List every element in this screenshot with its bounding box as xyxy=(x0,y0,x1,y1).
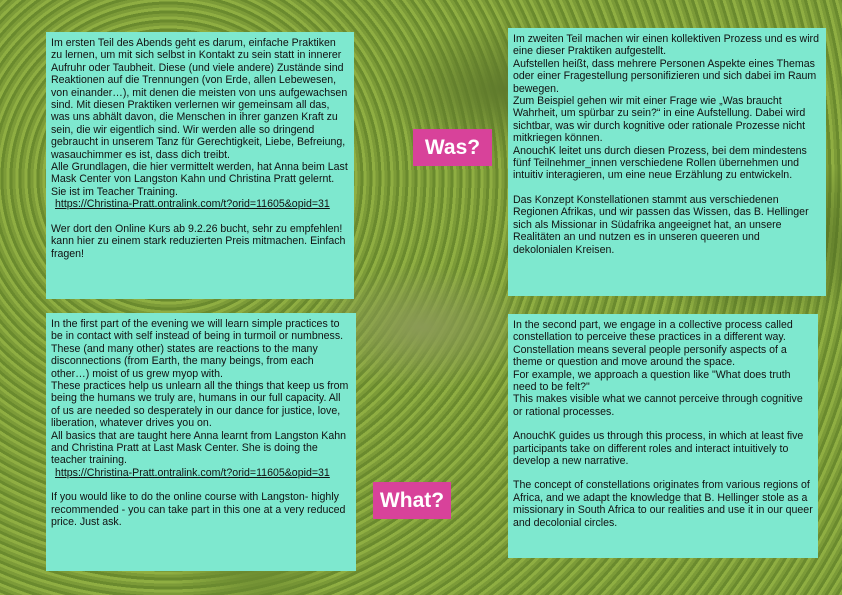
german-right-paragraph-1: Im zweiten Teil machen wir einen kollektiven Prozess und es wird eine dieser Praktiken aufgestellt. xyxy=(513,33,819,58)
german-second-part-textbox xyxy=(508,28,826,296)
teacher-training-link-en[interactable]: https://Christina-Pratt.ontralink.com/t?orid=11605&opid=31 xyxy=(55,466,330,479)
german-right-paragraph-4: AnouchK leitet uns durch diesen Prozess, bei dem mindestens fünf Teilnehmer_innen verschiedene Rollen übernehmen und intuitiv interagieren, um eine neue Erzählung zu entwickeln. xyxy=(513,144,807,182)
english-left-paragraph-1: In the first part of the evening we will learn simple practices to be in contact with self instead of being in turmoil or numbness. These (and many other) states are reactions to the many disconnections (from Earth, the many beings, from each other…) moist of us grew myop with. xyxy=(51,318,344,380)
german-left-paragraph-2: Alle Grundlagen, die hier vermittelt werden, hat Anna beim Last Mask Center von Langston Kahn und Christina Pratt gelernt. Sie ist im Teacher Training. xyxy=(51,161,348,198)
teacher-training-link[interactable]: https://Christina-Pratt.ontralink.com/t?orid=11605&opid=31 xyxy=(55,198,330,211)
english-right-paragraph-1: In the second part, we engage in a collective process called constellation to perceive these practices in a different way. xyxy=(513,319,793,344)
german-left-paragraph-1: Im ersten Teil des Abends geht es darum, einfache Praktiken zu lernen, um mit sich selbst in Kontakt zu sein statt in innerer Aufruhr oder Taubheit. Diese (und viele andere) Zustände sind Reaktionen auf die Trennungen (von Erde, allen Lebewesen, von einander…), mit denen die meisten von uns aufgewachsen sind. Mit diesen Praktiken verlernen wir gemeinsam all das, was uns abhält davon, die Menschen in ihrer ganzen Kraft zu sein, die wir eigentlich sind. Wir werden alle so dringend gebraucht in unserem Tanz für Gerechtigkeit, Liebe, Befreiung, wasauchimmer es ist, dass dich treibt. xyxy=(51,37,348,161)
german-right-paragraph-3: Zum Beispiel gehen wir mit einer Frage wie „Was braucht Wahrheit, um spürbar zu sein?“ in eine Aufstellung. Dabei wird sichtbar, was wir durch kognitive oder rationale Prozesse nicht mitkriegen können. xyxy=(513,95,806,145)
german-right-paragraph-2: Aufstellen heißt, dass mehrere Personen Aspekte eines Themas oder einer Fragestellung personifizieren und sich dabei im Raum bewegen. xyxy=(513,57,817,95)
english-right-paragraph-2: Constellation means several people personify aspects of a theme or question and move around the space. xyxy=(513,343,787,369)
german-right-paragraph-5: Das Konzept Konstellationen stammt aus verschiedenen Regionen Afrikas, und wir passen das Wissen, das B. Hellinger sich als Missionar in Südafrika angeeignet hat, an unsere Realitäten an und nutzen es in unseren queeren und dekolonialen Kreisen. xyxy=(513,193,809,256)
english-right-paragraph-3: For example, we approach a question like "What does truth need to be felt?" xyxy=(513,368,791,394)
was-label: Was? xyxy=(413,129,492,166)
english-right-paragraph-5: AnouchK guides us through this process, in which at least five participants take on different roles and interact intuitively to develop a new narrative. xyxy=(513,430,804,468)
english-second-part-textbox xyxy=(508,314,818,558)
english-left-paragraph-2: These practices help us unlearn all the things that keep us from being the humans we truly are, humans in our full capacity. All of us are needed so desperately in our dance for justice, love, liberation, whatever drives you on. xyxy=(51,380,349,430)
english-first-part-textbox xyxy=(46,313,356,571)
english-left-paragraph-4: If you would like to do the online course with Langston- highly recommended - you can take part in this one at a very reduced price. Just ask. xyxy=(51,491,346,529)
german-first-part-textbox xyxy=(46,32,354,299)
german-left-paragraph-3: Wer dort den Online Kurs ab 9.2.26 bucht, sehr zu empfehlen! kann hier zu einem stark reduzierten Preis mitmachen. Einfach fragen! xyxy=(51,222,346,260)
english-left-paragraph-3: All basics that are taught here Anna learnt from Langston Kahn and Christina Pratt at Last Mask Center. She is doing the teacher training. xyxy=(51,429,347,467)
english-right-paragraph-4: This makes visible what we cannot perceive through cognitive or rational processes. xyxy=(513,393,803,418)
english-right-paragraph-6: The concept of constellations originates from various regions of Africa, and we adapt the knowledge that B. Hellinger stole as a missionary in South Africa to our realities and use it in our queer and decolonial circles. xyxy=(513,479,813,529)
what-label: What? xyxy=(373,482,451,519)
